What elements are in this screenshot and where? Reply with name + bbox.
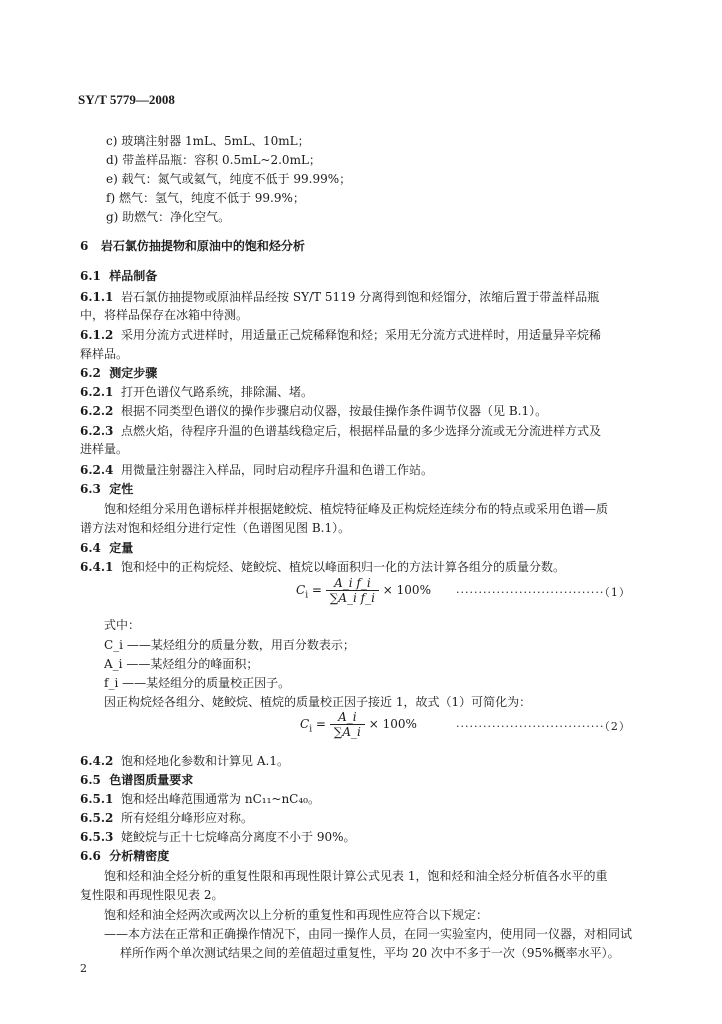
section-6-6-para2: 饱和烃和油全烃两次或两次以上分析的重复性和再现性应符合以下规定：	[104, 908, 489, 922]
clause-text: 打开色谱仪气路系统，排除漏、堵。	[121, 385, 314, 399]
section-title: 样品制备	[109, 269, 158, 283]
formula-fraction	[330, 710, 365, 739]
formula-2	[300, 710, 417, 739]
clause-number: 6.2.4	[80, 463, 114, 477]
section-number: 6.1	[80, 269, 101, 283]
clause-number: 6.2.3	[80, 424, 114, 438]
formula-numerator: A_i	[330, 710, 365, 725]
clause-text: 饱和烃地化参数和计算见 A.1。	[121, 754, 289, 768]
where-a: A_i ——某烃组分的峰面积；	[104, 657, 259, 671]
clause-number: 6.1.2	[80, 328, 114, 342]
clause-text: 根据不同类型色谱仪的操作步骤启动仪器，按最佳操作条件调节仪器（见 B.1）。	[121, 404, 548, 418]
clause-6-1-2-line2: 释样品。	[80, 347, 129, 361]
clause-6-2-3-line2: 进样量。	[80, 442, 129, 456]
formula-lhs: C	[300, 717, 310, 731]
where-intro: 式中：	[104, 618, 141, 632]
formula-tag: （1）	[604, 586, 631, 599]
section-6-2-heading	[80, 365, 157, 381]
clause-text: 姥鲛烷与正十七烷峰高分离度不小于 90%。	[121, 830, 356, 844]
section-number: 6.5	[80, 773, 101, 787]
formula-denominator: ∑A_i f_i	[329, 591, 375, 605]
section-6-3-para-line1: 饱和烃组分采用色谱标样并根据姥鲛烷、植烷特征峰及正构烷烃连续分布的特点或采用色谱—质	[104, 502, 609, 516]
clause-6-4-1	[80, 559, 565, 575]
clause-number: 6.5.3	[80, 830, 114, 844]
clause-6-4-2	[80, 753, 289, 769]
list-item-e: e) 载气：氮气或氦气，纯度不低于 99.99%；	[106, 172, 352, 186]
section-number: 6	[80, 239, 89, 253]
clause-6-5-2	[80, 810, 253, 826]
formula-denominator: ∑A_i	[333, 725, 361, 739]
where-f: f_i ——某烃组分的质量校正因子。	[104, 676, 291, 690]
clause-6-5-1	[80, 791, 320, 807]
clause-6-2-2	[80, 403, 547, 419]
formula-tag: （2）	[604, 720, 631, 733]
section-number: 6.6	[80, 849, 101, 863]
clause-text: 点燃火焰，待程序升温的色谱基线稳定后，根据样品量的多少选择分流或无分流进样方式及	[121, 424, 602, 438]
formula-lhs: C	[296, 583, 306, 597]
section-title: 定量	[109, 541, 134, 555]
section-number: 6.4	[80, 541, 101, 555]
section-title: 岩石氯仿抽提物和原油中的饱和烃分析	[100, 239, 305, 253]
clause-6-2-3-line1	[80, 423, 601, 439]
formula-lhs-sub: i	[305, 590, 309, 601]
section-number: 6.3	[80, 482, 101, 496]
list-item-f: f) 燃气：氢气，纯度不低于 99.9%；	[106, 191, 305, 205]
section-6-6-para-line2: 复性限和再现性限见表 2。	[80, 888, 224, 902]
section-title: 分析精密度	[109, 849, 170, 863]
clause-number: 6.1.1	[80, 290, 114, 304]
clause-6-1-2-line1	[80, 327, 601, 343]
clause-6-5-3	[80, 829, 356, 845]
section-6-5-heading	[80, 772, 193, 788]
where-c: C_i ——某烃组分的质量分数，用百分数表示；	[104, 638, 355, 652]
clause-number: 6.5.1	[80, 792, 114, 806]
formula-1-leader: ·································（1）	[456, 586, 631, 599]
formula-equals: =	[311, 583, 322, 597]
clause-text: 用微量注射器注入样品，同时启动程序升温和色谱工作站。	[121, 463, 434, 477]
formula-fraction	[326, 576, 379, 605]
formula-tail: × 100%	[382, 583, 431, 597]
clause-text: 饱和烃出峰范围通常为 nC₁₁~nC₄₀。	[121, 792, 320, 806]
section-6-6-heading	[80, 848, 169, 864]
section-6-heading	[80, 238, 305, 254]
section-title: 测定步骤	[109, 366, 158, 380]
clause-number: 6.4.1	[80, 560, 114, 574]
formula-1	[296, 576, 431, 605]
clause-6-2-1	[80, 384, 313, 400]
clause-text: 岩石氯仿抽提物或原油样品经按 SY/T 5119 分离得到饱和烃馏分，浓缩后置于带盖样品瓶	[121, 290, 600, 304]
list-item-c: c) 玻璃注射器 1mL、5mL、10mL；	[106, 134, 310, 148]
clause-text: 采用分流方式进样时，用适量正己烷稀释饱和烃；采用无分流方式进样时，用适量异辛烷稀	[121, 328, 602, 342]
formula-lhs-sub: i	[309, 724, 313, 735]
clause-6-2-4	[80, 462, 433, 478]
section-6-6-para-line1: 饱和烃和油全烃分析的重复性限和再现性限计算公式见表 1，饱和烃和油全烃分析值各水平的重	[104, 869, 608, 883]
clause-number: 6.4.2	[80, 754, 114, 768]
formula-numerator: A_i f_i	[326, 576, 379, 591]
standard-header: SY/T 5779—2008	[78, 92, 175, 107]
page-number: 2	[80, 962, 87, 975]
section-6-6-para3-line2: 样所作两个单次测试结果之间的差值超过重复性，平均 20 次中不多于一次（95%概率水平）。	[120, 946, 620, 960]
clause-text: 饱和烃中的正构烷烃、姥鲛烷、植烷以峰面积归一化的方法计算各组分的质量分数。	[121, 560, 566, 574]
section-6-1-heading	[80, 268, 157, 284]
formula-equals: =	[315, 717, 326, 731]
clause-text: 所有烃组分峰形应对称。	[121, 811, 254, 825]
section-6-3-heading	[80, 481, 133, 497]
formula-tail: × 100%	[368, 717, 417, 731]
section-6-3-para-line2: 谱方法对饱和烃组分进行定性（色谱图见图 B.1）。	[80, 521, 351, 535]
list-item-g: g) 助燃气：净化空气。	[106, 210, 231, 224]
clause-6-1-1-line1	[80, 289, 599, 305]
list-item-d: d) 带盖样品瓶：容积 0.5mL~2.0mL；	[106, 153, 321, 167]
clause-6-1-1-line2: 中，将样品保存在冰箱中待测。	[80, 308, 249, 322]
clause-number: 6.2.1	[80, 385, 114, 399]
formula-2-leader: ·································（2）	[456, 720, 631, 733]
section-6-6-para3-line1: ——本方法在正常和正确操作情况下，由同一操作人员，在同一实验室内，使用同一仪器，对相同试	[104, 927, 633, 941]
section-title: 定性	[109, 482, 134, 496]
section-title: 色谱图质量要求	[109, 773, 194, 787]
section-number: 6.2	[80, 366, 101, 380]
clause-number: 6.5.2	[80, 811, 114, 825]
clause-number: 6.2.2	[80, 404, 114, 418]
section-6-4-heading	[80, 540, 133, 556]
simplify-text: 因正构烷烃各组分、姥鲛烷、植烷的质量校正因子接近 1，故式（1）可简化为：	[104, 695, 532, 709]
